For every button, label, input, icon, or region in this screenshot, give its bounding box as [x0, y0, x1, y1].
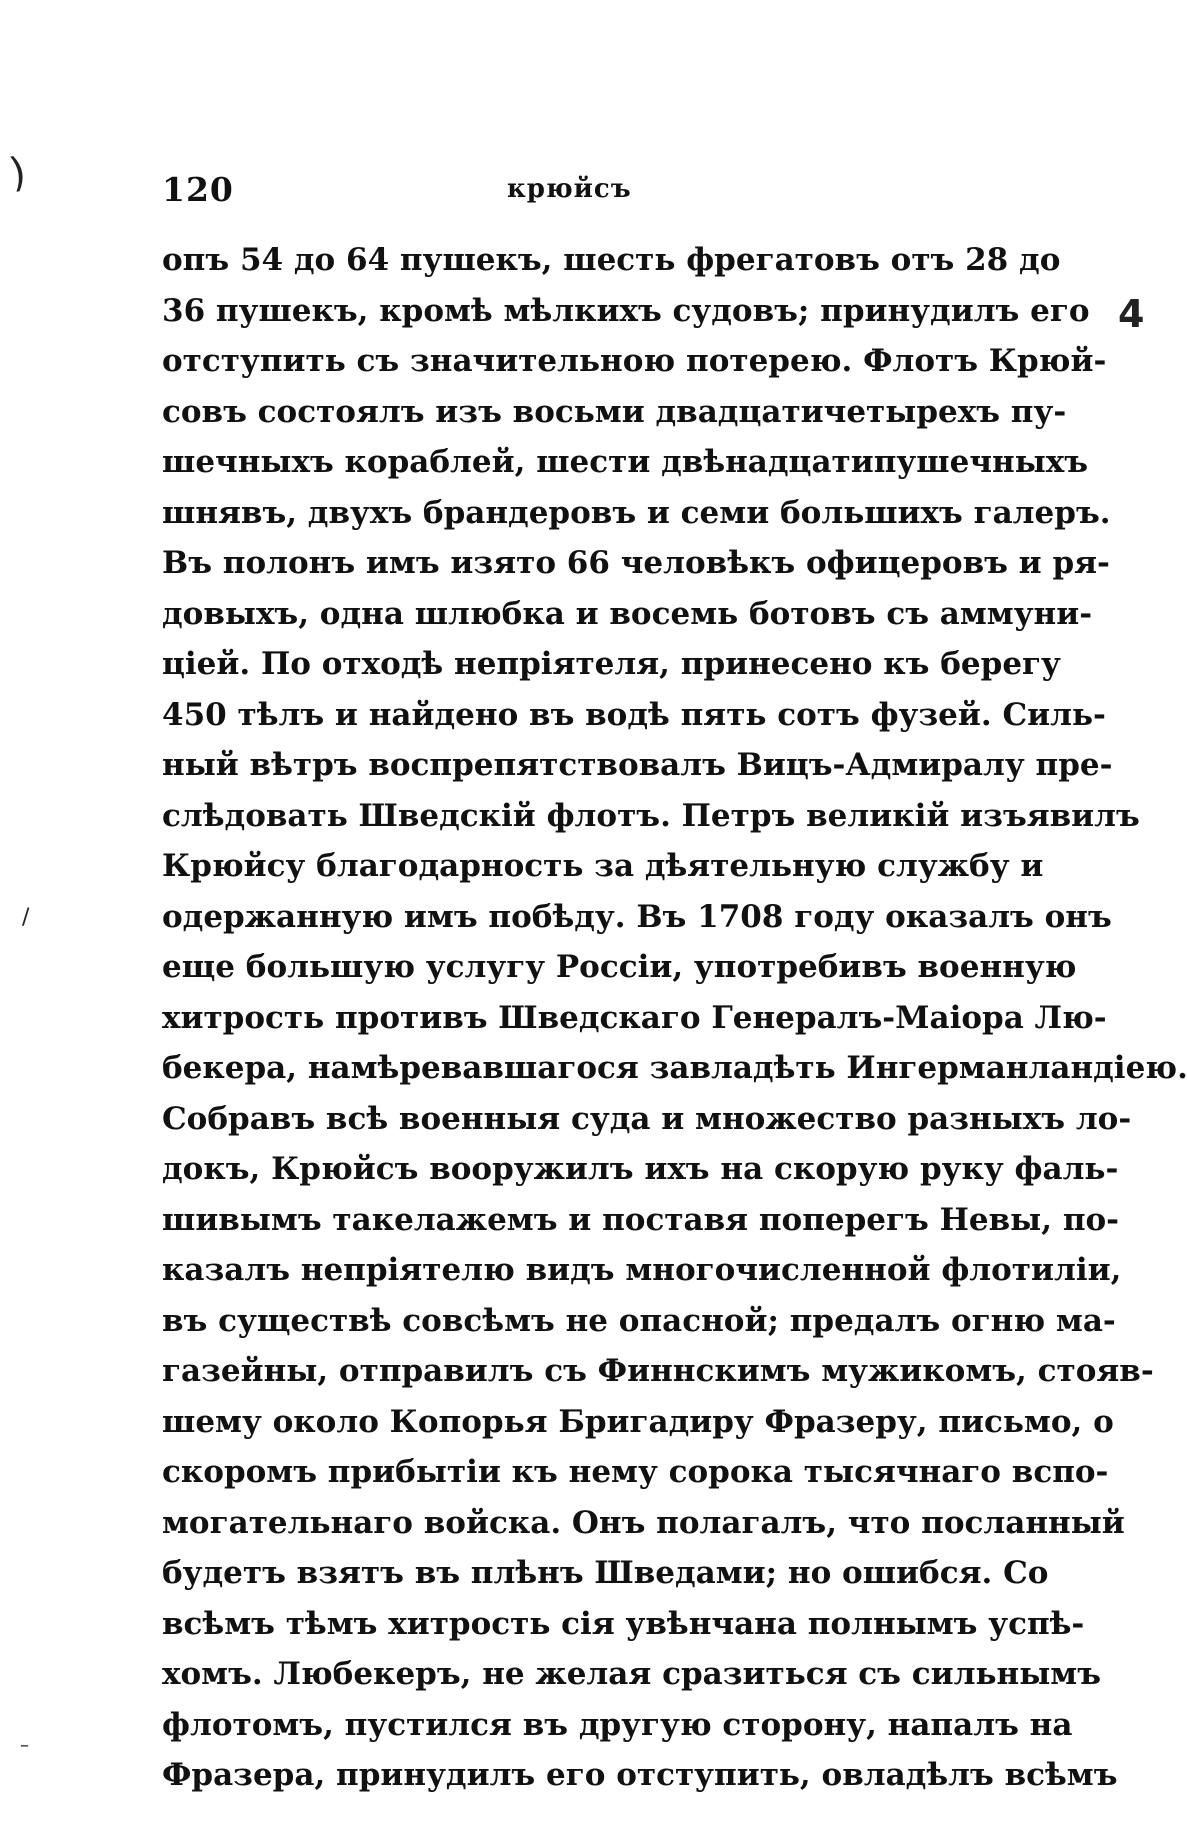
text-line: отступить съ значительною потерею. Флотъ Крюй- [162, 343, 1107, 379]
text-line: докъ, Крюйсъ вооружилъ ихъ на скорую руку фаль- [162, 1151, 1119, 1187]
text-line: ціей. По отходѣ непріятеля, принесено къ берегу [162, 646, 1061, 682]
text-line: Фразера, принудилъ его отступить, овладѣлъ всѣмъ [162, 1757, 1118, 1793]
margin-paren-mark: ) [6, 148, 30, 198]
text-line: шечныхъ кораблей, шести двѣнадцатипушечныхъ [162, 444, 1089, 480]
text-line: хитрость противъ Шведскаго Генералъ-Маіора Лю- [162, 999, 1107, 1036]
text-line: хомъ. Любекеръ, не желая сразиться съ сильнымъ [162, 1656, 1101, 1692]
body-text [162, 235, 1188, 1801]
text-line: слѣдовать Шведскій флотъ. Петръ великій изъявилъ [162, 797, 1140, 834]
text-line: шнявъ, двухъ брандеровъ и семи большихъ галеръ. [162, 494, 1111, 531]
text-line: 36 пушекъ, кромѣ мѣлкихъ судовъ; принудилъ его [162, 292, 1090, 329]
text-line: въ существѣ совсѣмъ не опасной; предалъ огню ма- [162, 1302, 1116, 1339]
text-line: могательнаго войска. Онъ полагалъ, что посланный [162, 1504, 1125, 1541]
margin-edge-mark: 4 [1118, 292, 1145, 336]
text-line: 450 тѣлъ и найдено въ водѣ пять сотъ фузей. Силь- [162, 696, 1106, 733]
page-number: 120 [162, 170, 234, 209]
margin-dash-mark: – [20, 1735, 29, 1756]
text-line: флотомъ, пустился въ другую сторону, напалъ на [162, 1706, 1073, 1743]
text-line: всѣмъ тѣмъ хитрость сія увѣнчана полнымъ успѣ- [162, 1605, 1085, 1642]
running-title: крюйсъ [507, 174, 632, 204]
text-line: шивымъ такелажемъ и поставя поперегъ Невы, по- [162, 1201, 1120, 1238]
text-line: будетъ взятъ въ плѣнъ Шведами; но ошибся. Со [162, 1555, 1049, 1591]
text-line: еще большую услугу Россіи, употребивъ военную [162, 949, 1077, 985]
text-line: шему около Копорья Бригадиру Фразеру, письмо, о [162, 1403, 1114, 1440]
text-line: Собравъ всѣ военныя суда и множество разныхъ ло- [162, 1100, 1132, 1137]
running-head [162, 170, 962, 220]
text-line: бекера, намѣревавшагося завладѣть Ингерманландіею. [162, 1050, 1188, 1086]
text-line: газейны, отправилъ съ Финнскимъ мужикомъ, стояв- [162, 1353, 1154, 1389]
text-line: Крюйсу благодарность за дѣятельную службу и [162, 848, 1044, 884]
text-line: одержанную имъ побѣду. Въ 1708 году оказалъ онъ [162, 898, 1112, 935]
text-line: совъ состоялъ изъ восьми двадцатичетырехъ пу- [162, 393, 1067, 430]
text-line: казалъ непріятелю видъ многочисленной флотиліи, [162, 1252, 1122, 1288]
text-line: Въ полонъ имъ изято 66 человѣкъ офицеровъ и ря- [162, 545, 1110, 581]
text-line: довыхъ, одна шлюбка и восемь ботовъ съ аммуни- [162, 595, 1093, 632]
margin-tick-mark: / [22, 905, 30, 930]
text-line: опъ 54 до 64 пушекъ, шесть фрегатовъ отъ 28 до [162, 242, 1061, 278]
text-line: скоромъ прибытіи къ нему сорока тысячнаго вспо- [162, 1454, 1109, 1490]
text-line: ный вѣтръ воспрепятствовалъ Вицъ-Адмиралу пре- [162, 747, 1113, 783]
